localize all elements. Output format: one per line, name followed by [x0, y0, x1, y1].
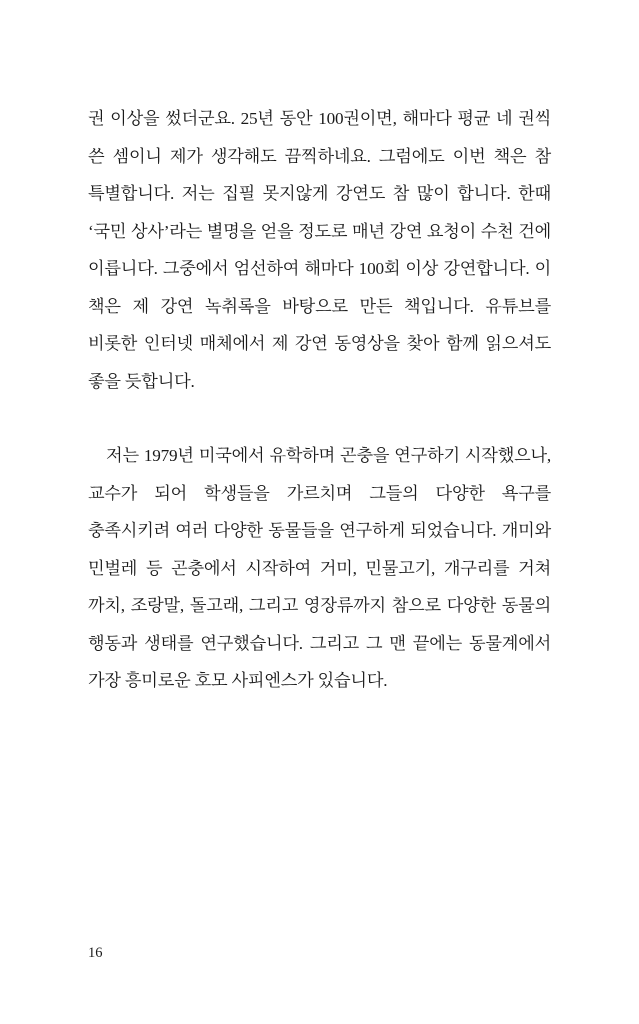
- paragraph-2: 저는 1979년 미국에서 유학하며 곤충을 연구하기 시작했으나, 교수가 되어 학생들을 가르치며 그들의 다양한 욕구를 충족시키려 여러 다양한 동물들을 연구하게 되었습니다. 개미와 민벌레 등 곤충에서 시작하여 거미, 민물고기, 개구리를 거쳐 까치, 조랑말, 돌고래, 그리고 영장류까지 참으로 다양한 동물의 행동과 생태를 연구했습니다. 그리고 그 맨 끝에는 동물계에서 가장 흥미로운 호모 사피엔스가 있습니다.: [88, 446, 551, 690]
- page-number: 16: [88, 944, 103, 961]
- paragraph-1: 권 이상을 썼더군요. 25년 동안 100권이면, 해마다 평균 네 권씩 쓴 셈이니 제가 생각해도 끔찍하네요. 그럼에도 이번 책은 참 특별합니다. 저는 집필 못지않게 강연도 참 많이 합니다. 한때 ‘국민 상사’라는 별명을 얻을 정도로 매년 강연 요청이 수천 건에 이릅니다. 그중에서 엄선하여 해마다 100회 이상 강연합니다. 이 책은 제 강연 녹취록을 바탕으로 만든 책입니다. 유튜브를 비롯한 인터넷 매체에서 제 강연 동영상을 찾아 함께 읽으셔도 좋을 듯합니다.: [88, 109, 551, 391]
- page-body: [88, 100, 551, 700]
